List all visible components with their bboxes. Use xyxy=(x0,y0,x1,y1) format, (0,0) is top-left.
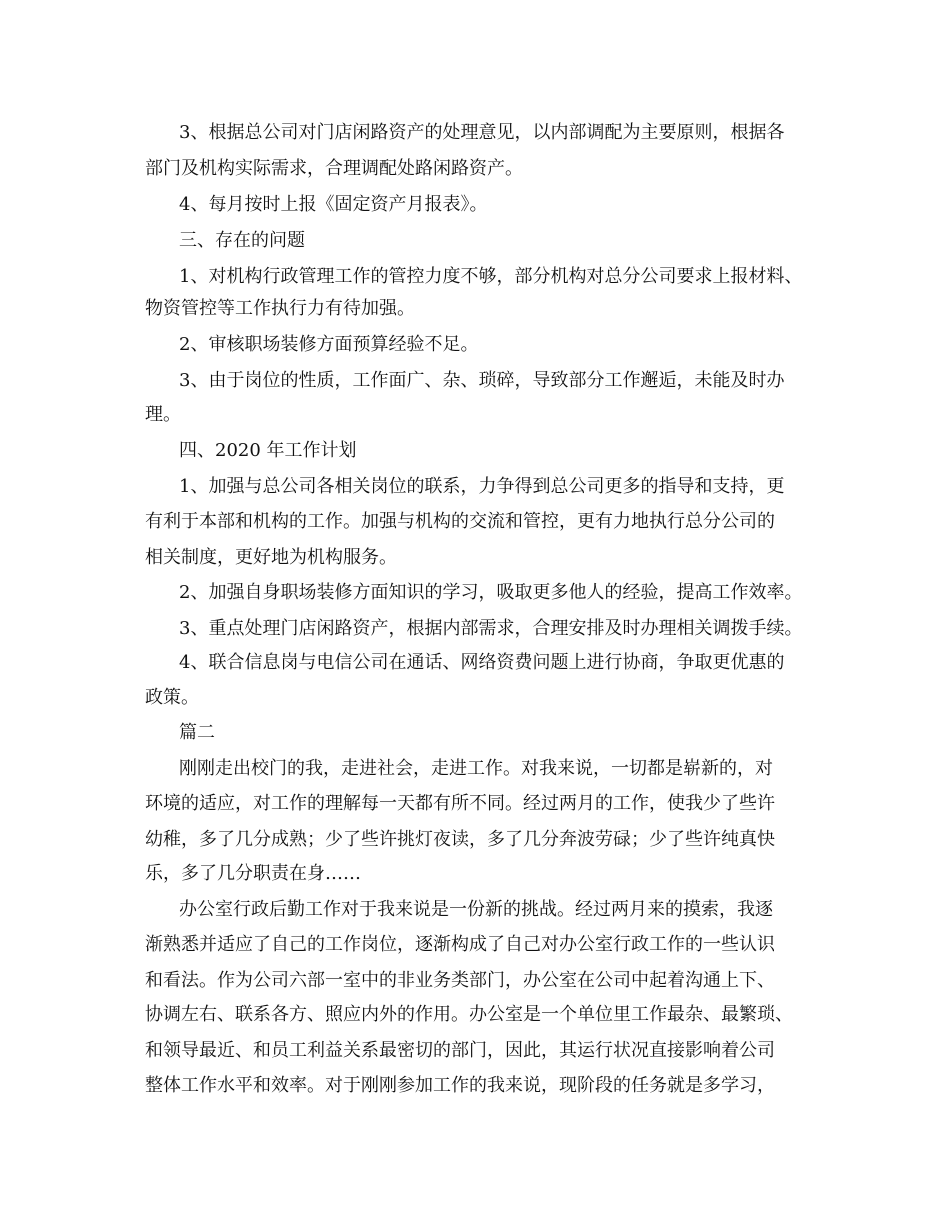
paragraph-line: 1、对机构行政管理工作的管控力度不够，部分机构对总分公司要求上报材料、 xyxy=(179,266,803,287)
section-heading: 四、2020 年工作计划 xyxy=(179,440,357,461)
paragraph-line: 3、根据总公司对门店闲路资产的处理意见，以内部调配为主要原则，根据各 xyxy=(179,122,785,143)
paragraph-line: 部门及机构实际需求，合理调配处路闲路资产。 xyxy=(145,158,523,179)
paragraph-line: 整体工作水平和效率。对于刚刚参加工作的我来说，现阶段的任务就是多学习， xyxy=(145,1075,775,1096)
paragraph-line: 乐，多了几分职责在身…… xyxy=(145,863,361,884)
paragraph-line: 环境的适应，对工作的理解每一天都有所不同。经过两月的工作，使我少了些许 xyxy=(145,793,775,814)
section-heading: 篇二 xyxy=(179,722,215,743)
paragraph-line: 协调左右、联系各方、照应内外的作用。办公室是一个单位里工作最杂、最繁琐、 xyxy=(145,1004,793,1025)
paragraph-line: 有利于本部和机构的工作。加强与机构的交流和管控，更有力地执行总分公司的 xyxy=(145,511,775,532)
paragraph-line: 理。 xyxy=(145,404,181,425)
paragraph-line: 渐熟悉并适应了自己的工作岗位，逐渐构成了自己对办公室行政工作的一些认识 xyxy=(145,934,775,955)
paragraph-line: 办公室行政后勤工作对于我来说是一份新的挑战。经过两月来的摸索，我逐 xyxy=(179,899,773,920)
paragraph-line: 和看法。作为公司六部一室中的非业务类部门，办公室在公司中起着沟通上下、 xyxy=(145,970,775,991)
paragraph-line: 物资管控等工作执行力有待加强。 xyxy=(145,298,415,319)
paragraph-line: 刚刚走出校门的我，走进社会，走进工作。对我来说，一切都是崭新的，对 xyxy=(179,758,773,779)
paragraph-line: 和领导最近、和员工利益关系最密切的部门，因此，其运行状况直接影响着公司 xyxy=(145,1040,775,1061)
paragraph-line: 1、加强与总公司各相关岗位的联系，力争得到总公司更多的指导和支持，更 xyxy=(179,476,785,497)
paragraph-line: 2、加强自身职场装修方面知识的学习，吸取更多他人的经验，提高工作效率。 xyxy=(179,582,803,603)
paragraph-line: 政策。 xyxy=(145,687,199,708)
paragraph-line: 幼稚，多了几分成熟；少了些许挑灯夜读，多了几分奔波劳碌；少了些许纯真快 xyxy=(145,829,775,850)
paragraph-line: 3、重点处理门店闲路资产，根据内部需求，合理安排及时办理相关调拨手续。 xyxy=(179,618,803,639)
paragraph-line: 4、联合信息岗与电信公司在通话、网络资费问题上进行协商，争取更优惠的 xyxy=(179,652,785,673)
paragraph-line: 2、审核职场装修方面预算经验不足。 xyxy=(179,334,479,355)
paragraph-line: 3、由于岗位的性质，工作面广、杂、琐碎，导致部分工作邂逅，未能及时办 xyxy=(179,370,785,391)
section-heading: 三、存在的问题 xyxy=(179,230,305,251)
paragraph-line: 相关制度，更好地为机构服务。 xyxy=(145,547,397,568)
paragraph-line: 4、每月按时上报《固定资产月报表》。 xyxy=(179,194,488,215)
